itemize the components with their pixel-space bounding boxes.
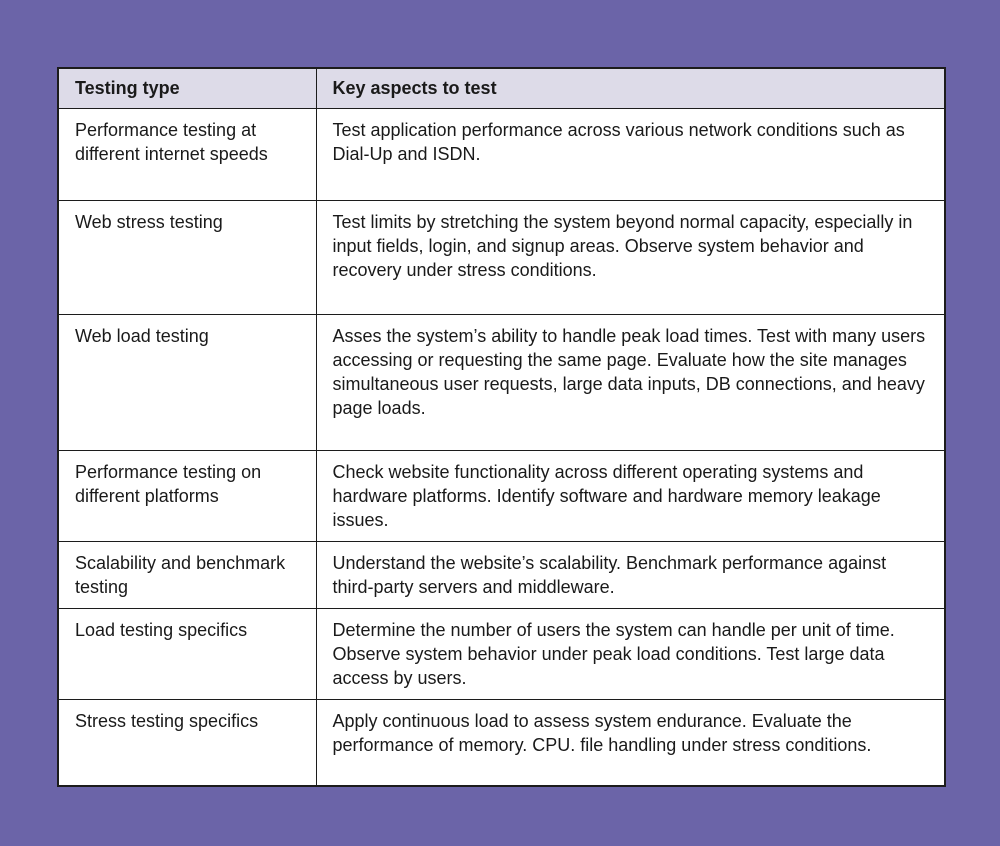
table-row [58,608,945,699]
table-row [58,450,945,541]
testing-type-cell: Performance testing at different internet speeds [58,108,316,200]
key-aspects-cell: Asses the system’s ability to handle peak load times. Test with many users accessing or requesting the same page. Evaluate how the site manages simultaneous user requests, large data inputs, DB connections, and heavy page loads. [316,314,945,450]
table-row [58,699,945,786]
key-aspects-cell: Test limits by stretching the system beyond normal capacity, especially in input fields, login, and signup areas. Observe system behavior and recovery under stress conditions. [316,200,945,314]
testing-type-cell: Web stress testing [58,200,316,314]
key-aspects-cell: Check website functionality across different operating systems and hardware platforms. Identify software and hardware memory leakage issues. [316,450,945,541]
testing-type-cell: Web load testing [58,314,316,450]
key-aspects-cell: Understand the website’s scalability. Benchmark performance against third-party servers and middleware. [316,541,945,608]
column-header-key-aspects: Key aspects to test [316,68,945,108]
key-aspects-cell: Apply continuous load to assess system endurance. Evaluate the performance of memory. CPU. file handling under stress conditions. [316,699,945,786]
testing-type-cell: Scalability and benchmark testing [58,541,316,608]
testing-types-table [57,67,946,787]
table-row [58,108,945,200]
table-row [58,541,945,608]
table-row [58,314,945,450]
table-header-row [58,68,945,108]
testing-type-cell: Performance testing on different platforms [58,450,316,541]
column-header-testing-type: Testing type [58,68,316,108]
key-aspects-cell: Determine the number of users the system can handle per unit of time. Observe system behavior under peak load conditions. Test large data access by users. [316,608,945,699]
testing-type-cell: Load testing specifics [58,608,316,699]
key-aspects-cell: Test application performance across various network conditions such as Dial-Up and ISDN. [316,108,945,200]
testing-type-cell: Stress testing specifics [58,699,316,786]
table-row [58,200,945,314]
